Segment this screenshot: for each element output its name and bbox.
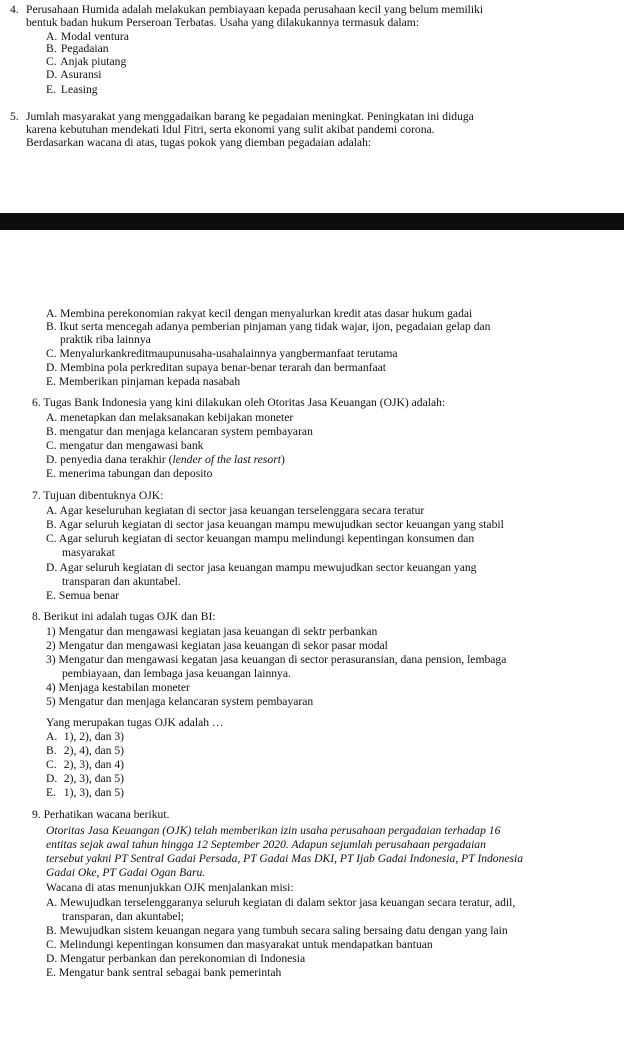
question-stem-line: Perusahaan Humida adalah melakukan pembiayaan kepada perusahaan kecil yang belum memiliki [26, 3, 484, 16]
option-d: D. Asuransi [46, 68, 102, 81]
option-a: A. Mewujudkan terselenggaranya seluruh kegiatan di dalam sektor jasa keuangan secara teratur, adil, [46, 896, 516, 909]
question-stem-line: 9. Perhatikan wacana berikut. [32, 808, 170, 821]
option-c: C. Melindungi kepentingan konsumen dan masyarakat untuk mendapatkan bantuan [46, 938, 433, 951]
option-b: B. mengatur dan menjaga kelancaran system pembayaran [46, 425, 313, 438]
option-e: E. Semua benar [46, 589, 120, 602]
option-b: B. Agar seluruh kegiatan di sector jasa keuangan mampu mewujudkan sector keuangan yang stabil [46, 518, 504, 531]
option-a: A. Membina perekonomian rakyat kecil dengan menyalurkan kredit atas dasar hukum gadai [46, 307, 473, 320]
option-c: C. 2), 3), dan 4) [46, 758, 125, 771]
option-b: B. Ikut serta mencegah adanya pemberian pinjaman yang tidak wajar, ijon, pegadaian gelap dan [46, 320, 491, 333]
option-d: D. 2), 3), dan 5) [46, 772, 125, 785]
redaction-bar [0, 213, 624, 230]
question-stem-line: 8. Berikut ini adalah tugas OJK dan BI: [32, 610, 216, 623]
question-stem-line: bentuk badan hukum Perseroan Terbatas. Usaha yang dilakukannya termasuk dalam: [26, 16, 420, 29]
option-d: D. Membina pola perkreditan supaya benar-benar terarah dan bermanfaat [46, 361, 387, 374]
list-item: 5) Mengatur dan menjaga kelancaran system pembayaran [46, 695, 314, 708]
question-stem-line: karena kebutuhan mendekati Idul Fitri, serta ekonomi yang sulit akibat pandemi corona. [26, 123, 435, 136]
option-a-continued: transparan, dan akuntabel; [62, 910, 185, 923]
passage-line: Otoritas Jasa Keuangan (OJK) telah memberikan izin usaha perusahaan pergadaian terhadap 16 [46, 824, 501, 837]
option-e: E. menerima tabungan dan deposito [46, 467, 213, 480]
list-item: 1) Mengatur dan mengawasi kegiatan jasa keuangan di sektr perbankan [46, 625, 378, 638]
option-e: E. 1), 3), dan 5) [46, 786, 125, 799]
option-d: D. Mengatur perbankan dan perekonomian di Indonesia [46, 952, 306, 965]
option-a: A. 1), 2), dan 3) [46, 730, 125, 743]
option-c: C. Menyalurkankreditmaupunusaha-usahalainnya yangbermanfaat terutama [46, 347, 398, 360]
passage-line: Gadai Oke, PT Gadai Ogan Baru. [46, 866, 206, 879]
option-c: C. Agar seluruh kegiatan di sector keuangan mampu melindungi kepentingan konsumen dan [46, 532, 475, 545]
list-item-continued: pembiayaan, dan lembaga jasa keuangan lainnya. [62, 667, 291, 680]
option-a: A. Modal ventura [46, 30, 129, 43]
option-c-continued: masyarakat [62, 546, 115, 559]
option-e: E. Leasing [46, 83, 98, 96]
option-b: B. Pegadaian [46, 42, 109, 55]
passage-line: entitas sejak awal tahun hingga 12 September 2020. Adapun sejumlah perusahaan pergadaian [46, 838, 486, 851]
question-stem-line: Berdasarkan wacana di atas, tugas pokok yang diemban pegadaian adalah: [26, 136, 372, 149]
passage-line: tersebut yakni PT Sentral Gadai Persada, PT Gadai Mas DKI, PT Ijab Gadai Indonesia, PT Indonesia [46, 852, 524, 865]
option-a: A. menetapkan dan melaksanakan kebijakan moneter [46, 411, 294, 424]
option-c: C. Anjak piutang [46, 55, 127, 68]
question-prompt: Wacana di atas menunjukkan OJK menjalankan misi: [46, 881, 294, 894]
option-e: E. Mengatur bank sentral sebagai bank pemerintah [46, 966, 282, 979]
question-stem-line: 6. Tugas Bank Indonesia yang kini dilakukan oleh Otoritas Jasa Keuangan (OJK) adalah: [32, 396, 446, 409]
question-stem-line: Jumlah masyarakat yang menggadaikan barang ke pegadaian meningkat. Peningkatan ini diduga [26, 110, 474, 123]
list-item: 2) Mengatur dan mengawasi kegiatan jasa keuangan di sekor pasar modal [46, 639, 388, 652]
option-b-continued: praktik riba lainnya [60, 333, 151, 346]
option-d-continued: transparan dan akuntabel. [62, 575, 181, 588]
question-stem-line: 7. Tujuan dibentuknya OJK: [32, 489, 164, 502]
option-a: A. Agar keseluruhan kegiatan di sector jasa keuangan terselenggara secara teratur [46, 504, 425, 517]
option-b: B. 2), 4), dan 5) [46, 744, 125, 757]
question-prompt: Yang merupakan tugas OJK adalah … [46, 716, 224, 729]
question-number: 5. [10, 110, 19, 123]
option-d: D. Agar seluruh kegiatan di sector jasa keuangan mampu mewujudkan sector keuangan yang [46, 561, 477, 574]
option-b: B. Mewujudkan sistem keuangan negara yang tumbuh secara saling bersaing datu dengan yang lain [46, 924, 508, 937]
list-item: 3) Mengatur dan mengawasi kegatan jasa keuangan di sector perasuransian, dana pension, lembaga [46, 653, 507, 666]
question-number: 4. [10, 3, 19, 16]
option-d: D. penyedia dana terakhir (lender of the last resort) [46, 453, 285, 466]
option-c: C. mengatur dan mengawasi bank [46, 439, 204, 452]
option-e: E. Memberikan pinjaman kepada nasabah [46, 375, 241, 388]
list-item: 4) Menjaga kestabilan moneter [46, 681, 190, 694]
